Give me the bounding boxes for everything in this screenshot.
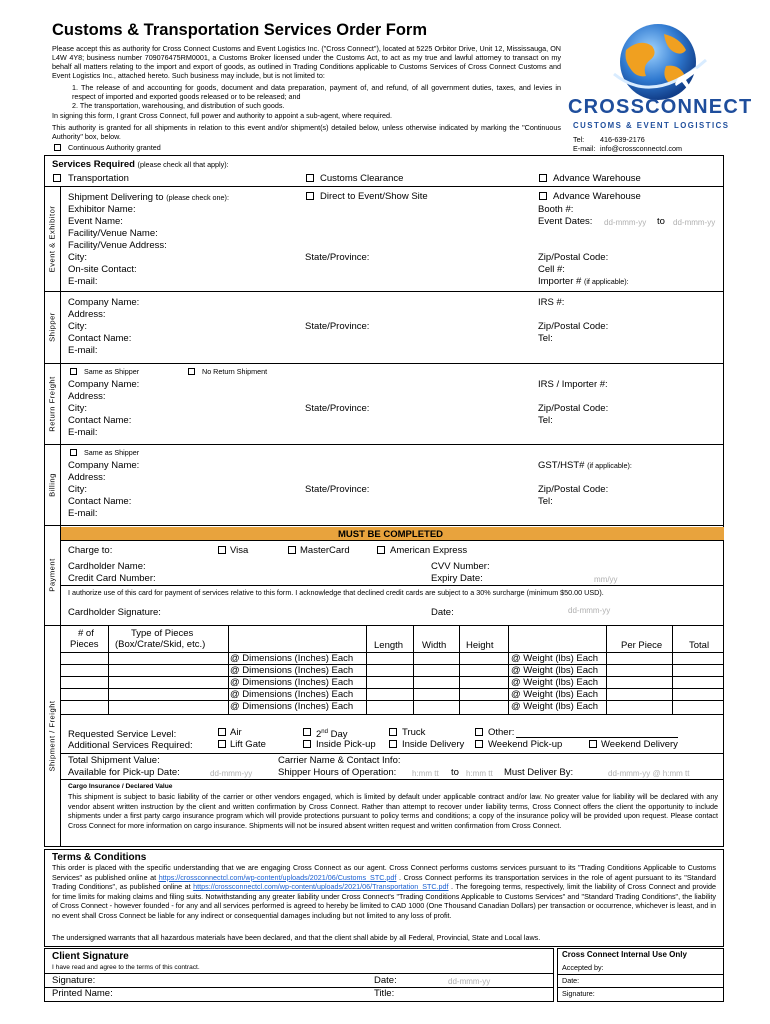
billing-zip-field[interactable]: Zip/Postal Code: bbox=[538, 484, 609, 495]
transportation-stc-link[interactable]: https://crossconnectcl.com/wp-content/uploads/2021/06/Transportation_STC.pdf bbox=[193, 882, 449, 892]
return-zip-field[interactable]: Zip/Postal Code: bbox=[538, 403, 609, 414]
event-state-field[interactable]: State/Province: bbox=[305, 252, 370, 263]
event-end-date-input[interactable]: dd-mmm-yy bbox=[673, 218, 716, 227]
payment-side-label: Payment bbox=[44, 525, 61, 625]
must-complete-text: MUST BE COMPLETED bbox=[338, 529, 444, 540]
event-dates-to-label: to bbox=[657, 216, 665, 227]
cardholder-name-field[interactable]: Cardholder Name: bbox=[68, 561, 146, 572]
delivering-label: Shipment Delivering to (please check one): bbox=[68, 192, 229, 203]
length-header: Length bbox=[374, 640, 404, 651]
continuous-authority-checkbox[interactable] bbox=[54, 144, 61, 151]
weekend-delivery-label: Weekend Delivery bbox=[601, 739, 678, 750]
customs-stc-link[interactable]: https://crossconnectcl.com/wp-content/uploads/2021/06/Customs_STC.pdf bbox=[158, 872, 397, 882]
payment-date-input[interactable]: dd-mmm-yy bbox=[568, 606, 611, 615]
mastercard-checkbox[interactable] bbox=[288, 546, 296, 554]
expiry-label: Expiry Date: bbox=[431, 573, 483, 584]
booth-field[interactable]: Booth #: bbox=[538, 204, 574, 215]
client-date-input[interactable]: dd-mmm-yy bbox=[448, 977, 491, 986]
billing-same-as-shipper-checkbox[interactable] bbox=[70, 449, 77, 456]
accepted-by-field[interactable]: Accepted by: bbox=[562, 963, 604, 972]
lift-gate-label: Lift Gate bbox=[230, 739, 266, 750]
visa-label: Visa bbox=[230, 545, 249, 556]
delivery-advance-warehouse-checkbox[interactable] bbox=[539, 192, 547, 200]
visa-checkbox[interactable] bbox=[218, 546, 226, 554]
total-header: Total bbox=[689, 640, 710, 651]
must-deliver-label: Must Deliver By: bbox=[504, 767, 574, 778]
weekend-pickup-checkbox[interactable] bbox=[475, 740, 483, 748]
terms-heading: Terms & Conditions bbox=[52, 852, 147, 863]
intro-paragraph: Please accept this as authority for Cross Connect Customs and Event Logistics Inc. ("Cross Connect"), located at 5225 Orbitor Drive, Unit 12, Mississauga, ON L4W 4Y8; business number 709076475RM0001, a Customs Broker licensed under the Customs Act, to act as my true and lawful attorney to transact on my behalf all matters relating to the import and export of goods, as outlined in Trading Conditions applicable to Customs Services of Cross Connect Customs and Event Logistics Inc., attached hereto. Such business may include, but is not limited to: bbox=[52, 44, 561, 81]
dimensions-row-2: @ Dimensions (Inches) Each bbox=[230, 665, 354, 676]
email-label: E-mail: bbox=[573, 144, 596, 153]
intro-subagent: In signing this form, I grant Cross Connect, full power and authority to appoint a sub-agent, where required. bbox=[52, 111, 392, 120]
payment-date-label: Date: bbox=[431, 607, 454, 618]
billing-email-field[interactable]: E-mail: bbox=[68, 508, 98, 519]
event-cell-field[interactable]: Cell #: bbox=[538, 264, 565, 275]
direct-to-event-label: Direct to Event/Show Site bbox=[320, 191, 428, 202]
inside-delivery-label: Inside Delivery bbox=[402, 739, 465, 750]
billing-state-field[interactable]: State/Province: bbox=[305, 484, 370, 495]
hours-to-input[interactable]: h:mm tt bbox=[466, 769, 493, 778]
event-name-field[interactable]: Event Name: bbox=[68, 216, 123, 227]
return-company-field[interactable]: Company Name: bbox=[68, 379, 140, 390]
return-address-field[interactable]: Address: bbox=[68, 391, 106, 402]
weekend-delivery-checkbox[interactable] bbox=[589, 740, 597, 748]
air-label: Air bbox=[230, 727, 242, 738]
inside-pickup-checkbox[interactable] bbox=[303, 740, 311, 748]
shipper-email-field[interactable]: E-mail: bbox=[68, 345, 98, 356]
continuous-authority-label: Continuous Authority granted bbox=[68, 143, 161, 152]
insurance-text: This shipment is subject to basic liability of the carrier or other vendors engaged, which is limited by default under applicable contract and/or law. No greater value for liability will be declared with any vendor absent written instruction by the client and written confirmation by Cross Connect. Rather than attempt to recover under liability terms, Cross Connect offers the client the opportunity to include shipments under a first party cargo insurance program which will provide protections pursuant to policy terms and conditions; a copy of the insurance policy will be provided upon request. Please contact Cross Connect for more information on cargo insurance. Shipments will not be insured absent written request and written confirmation from Cross Connect. bbox=[68, 792, 718, 830]
shipper-side-label: Shipper bbox=[44, 291, 61, 363]
second-day-label: 2nd Day bbox=[316, 729, 348, 741]
other-label: Other: bbox=[488, 727, 515, 738]
event-dates-label: Event Dates: bbox=[538, 216, 593, 227]
shipper-address-field[interactable]: Address: bbox=[68, 309, 106, 320]
event-city-field[interactable]: City: bbox=[68, 252, 87, 263]
return-same-as-shipper-label: Same as Shipper bbox=[84, 367, 140, 376]
return-contact-field[interactable]: Contact Name: bbox=[68, 415, 132, 426]
dimensions-row-1: @ Dimensions (Inches) Each bbox=[230, 653, 354, 664]
return-city-field[interactable]: City: bbox=[68, 403, 87, 414]
shipper-state-field[interactable]: State/Province: bbox=[305, 321, 370, 332]
no-return-shipment-checkbox[interactable] bbox=[188, 368, 195, 375]
internal-date-field[interactable]: Date: bbox=[562, 976, 580, 985]
other-input-line[interactable] bbox=[516, 737, 678, 738]
tel-label: Tel: bbox=[573, 135, 585, 144]
return-irs-field[interactable]: IRS / Importer #: bbox=[538, 379, 608, 390]
weight-row-3: @ Weight (lbs) Each bbox=[511, 677, 599, 688]
billing-same-as-shipper-label: Same as Shipper bbox=[84, 448, 140, 457]
shipper-city-field[interactable]: City: bbox=[68, 321, 87, 332]
brand-tagline: CUSTOMS & EVENT LOGISTICS bbox=[573, 121, 730, 130]
exhibitor-name-field[interactable]: Exhibitor Name: bbox=[68, 204, 136, 215]
additional-services-label: Additional Services Required: bbox=[68, 740, 193, 751]
intro-item-2: 2. The transportation, warehousing, and distribution of such goods. bbox=[72, 101, 285, 110]
charge-to-label: Charge to: bbox=[68, 545, 113, 556]
shipper-irs-field[interactable]: IRS #: bbox=[538, 297, 565, 308]
billing-gst-field[interactable]: GST/HST# (if applicable): bbox=[538, 460, 632, 471]
amex-checkbox[interactable] bbox=[377, 546, 385, 554]
advance-warehouse-checkbox[interactable] bbox=[539, 174, 547, 182]
truck-checkbox[interactable] bbox=[389, 728, 397, 736]
return-tel-field[interactable]: Tel: bbox=[538, 415, 553, 426]
cardholder-signature-field[interactable]: Cardholder Signature: bbox=[68, 607, 161, 618]
inside-pickup-label: Inside Pick-up bbox=[316, 739, 376, 750]
pieces-header: # of bbox=[78, 628, 94, 639]
event-zip-field[interactable]: Zip/Postal Code: bbox=[538, 252, 609, 263]
weekend-pickup-label: Weekend Pick-up bbox=[488, 739, 563, 750]
must-deliver-input[interactable]: dd-mmm-yy @ h:mm tt bbox=[608, 769, 690, 778]
importer-field[interactable]: Importer # (if applicable): bbox=[538, 276, 629, 287]
weight-row-1: @ Weight (lbs) Each bbox=[511, 653, 599, 664]
type-header: Type of Pieces bbox=[131, 628, 194, 639]
no-return-shipment-label: No Return Shipment bbox=[202, 367, 268, 376]
hazard-text: The undersigned warrants that all hazardous materials have been declared, and that the client shall abide by all Federal, Provincial, State and Local laws. bbox=[52, 933, 541, 942]
internal-use-heading: Cross Connect Internal Use Only bbox=[562, 950, 687, 959]
billing-side-label: Billing bbox=[44, 444, 61, 525]
width-header: Width bbox=[422, 640, 447, 651]
billing-tel-field[interactable]: Tel: bbox=[538, 496, 553, 507]
dimensions-row-3: @ Dimensions (Inches) Each bbox=[230, 677, 354, 688]
shipper-zip-field[interactable]: Zip/Postal Code: bbox=[538, 321, 609, 332]
expiry-input[interactable]: mm/yy bbox=[594, 575, 618, 584]
pieces-header-2: Pieces bbox=[70, 639, 99, 650]
client-signature-heading: Client Signature bbox=[52, 951, 129, 962]
dimensions-row-4: @ Dimensions (Inches) Each bbox=[230, 689, 354, 700]
cvv-field[interactable]: CVV Number: bbox=[431, 561, 490, 572]
direct-to-event-checkbox[interactable] bbox=[306, 192, 314, 200]
intro-authority: This authority is granted for all shipments in relation to this event and/or shipment(s) detailed below, unless otherwise indicated by marking the "Continuous Authority" box, below. bbox=[52, 123, 561, 142]
hours-to-label: to bbox=[451, 767, 459, 778]
per-piece-header: Per Piece bbox=[621, 640, 663, 651]
delivery-advance-warehouse-label: Advance Warehouse bbox=[553, 191, 641, 202]
pickup-date-input[interactable]: dd-mmm-yy bbox=[210, 769, 253, 778]
brand-name: CROSSCONNECT bbox=[568, 96, 753, 118]
billing-city-field[interactable]: City: bbox=[68, 484, 87, 495]
hours-from-input[interactable]: h:mm tt bbox=[412, 769, 439, 778]
return-freight-side-label: Return Freight bbox=[44, 363, 61, 444]
advance-warehouse-label: Advance Warehouse bbox=[553, 173, 641, 184]
customs-clearance-checkbox[interactable] bbox=[306, 174, 314, 182]
card-authorization-text: I authorize use of this card for payment of services relative to this form. I acknowledge that declined credit cards are subject to a 30% surcharge (minimum $50.00 USD). bbox=[68, 588, 604, 597]
billing-company-field[interactable]: Company Name: bbox=[68, 460, 140, 471]
hours-label: Shipper Hours of Operation: bbox=[278, 767, 397, 778]
lift-gate-checkbox[interactable] bbox=[218, 740, 226, 748]
facility-address-field[interactable]: Facility/Venue Address: bbox=[68, 240, 167, 251]
billing-contact-field[interactable]: Contact Name: bbox=[68, 496, 132, 507]
weight-row-5: @ Weight (lbs) Each bbox=[511, 701, 599, 712]
services-heading: Services Required (please check all that apply): bbox=[52, 159, 229, 170]
globe-logo-icon bbox=[606, 20, 712, 102]
transportation-label: Transportation bbox=[68, 173, 129, 184]
shipper-contact-field[interactable]: Contact Name: bbox=[68, 333, 132, 344]
client-signature-field[interactable]: Signature: bbox=[52, 975, 96, 986]
internal-signature-field[interactable]: Signature: bbox=[562, 989, 595, 998]
facility-name-field[interactable]: Facility/Venue Name: bbox=[68, 228, 158, 239]
pickup-date-label: Available for Pick-up Date: bbox=[68, 767, 180, 778]
client-date-label: Date: bbox=[374, 975, 397, 986]
mastercard-label: MasterCard bbox=[300, 545, 350, 556]
client-agree-text: I have read and agree to the terms of this contract. bbox=[52, 964, 200, 971]
total-value-field[interactable]: Total Shipment Value: bbox=[68, 755, 160, 766]
tel-value: 416-639-2176 bbox=[600, 135, 645, 144]
event-start-date-input[interactable]: dd-mmm-yy bbox=[604, 218, 647, 227]
printed-name-field[interactable]: Printed Name: bbox=[52, 988, 113, 999]
onsite-contact-field[interactable]: On-site Contact: bbox=[68, 264, 137, 275]
event-exhibitor-side-label: Event & Exhibitor bbox=[44, 186, 61, 291]
weight-row-2: @ Weight (lbs) Each bbox=[511, 665, 599, 676]
dimensions-row-5: @ Dimensions (Inches) Each bbox=[230, 701, 354, 712]
truck-label: Truck bbox=[402, 727, 426, 738]
shipment-freight-side-label: Shipment / Freight bbox=[44, 625, 61, 847]
second-day-checkbox[interactable] bbox=[303, 728, 311, 736]
intro-item-1: 1. The release of and accounting for goods, document and data preparation, payment of, and refund, of all government duties, taxes, and levies in respect of imported and exported goods released or to be released; and bbox=[72, 83, 561, 102]
inside-delivery-checkbox[interactable] bbox=[389, 740, 397, 748]
weight-row-4: @ Weight (lbs) Each bbox=[511, 689, 599, 700]
service-level-label: Requested Service Level: bbox=[68, 729, 177, 740]
amex-label: American Express bbox=[390, 545, 468, 556]
event-email-field[interactable]: E-mail: bbox=[68, 276, 98, 287]
other-checkbox[interactable] bbox=[475, 728, 483, 736]
transportation-checkbox[interactable] bbox=[53, 174, 61, 182]
email-value: info@crossconnectcl.com bbox=[600, 144, 682, 153]
client-title-field[interactable]: Title: bbox=[374, 988, 395, 999]
shipper-company-field[interactable]: Company Name: bbox=[68, 297, 140, 308]
return-same-as-shipper-checkbox[interactable] bbox=[70, 368, 77, 375]
shipper-tel-field[interactable]: Tel: bbox=[538, 333, 553, 344]
height-header: Height bbox=[466, 640, 494, 651]
type-header-2: (Box/Crate/Skid, etc.) bbox=[115, 639, 206, 650]
air-checkbox[interactable] bbox=[218, 728, 226, 736]
page-title: Customs & Transportation Services Order Form bbox=[52, 21, 428, 39]
return-email-field[interactable]: E-mail: bbox=[68, 427, 98, 438]
customs-clearance-label: Customs Clearance bbox=[320, 173, 404, 184]
insurance-title: Cargo Insurance / Declared Value bbox=[68, 783, 173, 790]
return-state-field[interactable]: State/Province: bbox=[305, 403, 370, 414]
billing-address-field[interactable]: Address: bbox=[68, 472, 106, 483]
terms-text: This order is placed with the specific understanding that we are engaging Cross Connect as our agent. Cross Connect performs customs services pursuant to its "Trading Conditions Applicable to Customs Services" as published online at https://crossconnectcl.com/wp-content/uploads/2021/06/Customs_STC.pdf . Cross Connect performs its transportation services in the role of agent pursuant to its "Standard Trading Conditions", as published online at https://crossconnectcl.com/wp-content/uploads/2021/06/Transportation_STC.pdf . The foregoing terms, respectively, limit the liability of Cross Connect and provide for time limits for making claims and filing suits. Notwithstanding any greater liability under Cross Connect's "Trading Conditions Applicable to Customs Services" and "Standard Trading Conditions", the liability of Cross Connect - however founded - for any and all services performed is agreed to hereby be limited to CAD 1000 (One Thousand Canadian Dollars) per transaction or occurrence, whichever is least, and in no event shall Cross Connect be liable for any indirect or consequential damages including but not limited to any loss of profit. bbox=[52, 863, 717, 920]
carrier-field[interactable]: Carrier Name & Contact Info: bbox=[278, 755, 401, 766]
card-number-field[interactable]: Credit Card Number: bbox=[68, 573, 156, 584]
